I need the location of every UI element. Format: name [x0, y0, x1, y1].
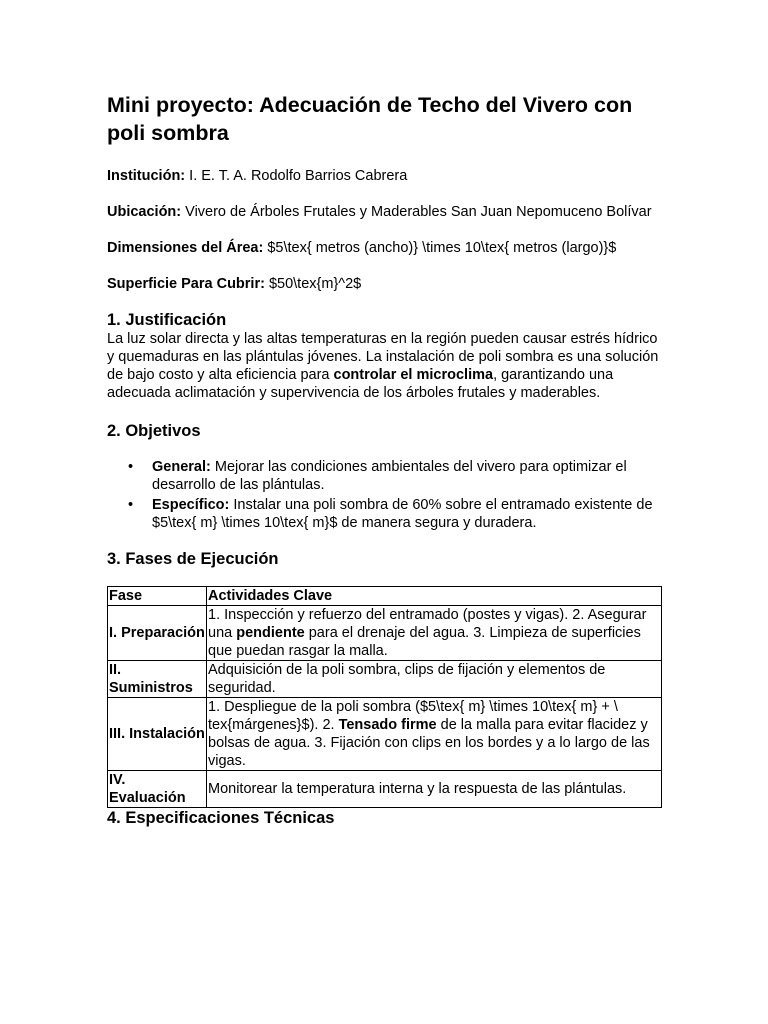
cell-text: de la malla para evitar flacidez y bolsas de agua. 3. Fijación con clips en los bordes y a lo largo de las vigas. [208, 717, 650, 769]
institucion-label: Institución: [107, 168, 186, 184]
superficie-line [107, 275, 667, 293]
table-cell-actividades [207, 698, 662, 771]
table-header-fase: Fase [108, 587, 207, 606]
document-content [107, 91, 667, 828]
objetivo-label: Específico: [152, 497, 230, 513]
table-row [108, 698, 662, 771]
institucion-line [107, 167, 667, 185]
bullet-icon: • [128, 497, 134, 513]
table-cell-actividades [207, 606, 662, 661]
fases-table [107, 586, 662, 808]
ubicacion-label: Ubicación: [107, 204, 182, 220]
institucion-value: I. E. T. A. Rodolfo Barrios Cabrera [185, 168, 408, 184]
document-title: Mini proyecto: Adecuación de Techo del Vivero con poli sombra [107, 93, 633, 145]
objetivo-text: Instalar una poli sombra de 60% sobre el entramado existente de $5\tex{ m} \times 10\tex{ m}$ de manera segura y duradera. [152, 497, 653, 531]
ubicacion-value: Vivero de Árboles Frutales y Maderables San Juan Nepomuceno Bolívar [181, 204, 652, 220]
cell-text: 1. Inspección y refuerzo del entramado (postes y vigas). 2. Asegurar una [208, 607, 647, 641]
section-heading-objetivos: 2. Objetivos [107, 422, 201, 440]
table-cell-fase: II. Suministros [108, 661, 207, 698]
superficie-value: $50\tex{m}^2$ [264, 276, 362, 292]
justificacion-text-2: , garantizando una adecuada aclimatación y supervivencia de los árboles frutales y maderables. [107, 367, 614, 401]
dimensiones-line [107, 239, 667, 257]
dimensiones-label: Dimensiones del Área: [107, 240, 264, 256]
bullet-icon: • [128, 459, 134, 475]
objetivo-label: General: [152, 459, 211, 475]
justificacion-bold: controlar el microclima [333, 367, 494, 383]
table-cell-fase: III. Instalación [108, 698, 207, 771]
justificacion-paragraph [107, 330, 667, 402]
objetivos-list [107, 458, 667, 532]
objetivo-text: Mejorar las condiciones ambientales del vivero para optimizar el desarrollo de las plántulas. [152, 459, 627, 493]
cell-text: 1. Despliegue de la poli sombra ($5\tex{ m} \times 10\tex{ m} + \ tex{márgenes}$). 2. [208, 699, 618, 733]
table-header-actividades: Actividades Clave [207, 587, 662, 606]
cell-text: para el drenaje del agua. 3. Limpieza de superficies que puedan rasgar la malla. [208, 625, 641, 659]
table-cell-fase: I. Preparación [108, 606, 207, 661]
section-heading-fases: 3. Fases de Ejecución [107, 550, 279, 568]
dimensiones-value: $5\tex{ metros (ancho)} \times 10\tex{ metros (largo)}$ [263, 240, 617, 256]
objetivo-item-especifico [128, 496, 667, 532]
cell-bold-text: Tensado firme [338, 717, 437, 733]
justificacion-text-1: La luz solar directa y las altas temperaturas en la región pueden causar estrés hídrico y quemaduras en las plántulas jóvenes. La instalación de poli sombra es una solución de bajo costo y alta eficiencia para [107, 331, 659, 383]
table-row [108, 771, 662, 808]
table-row [108, 661, 662, 698]
cell-bold-text: pendiente [236, 625, 305, 641]
section-heading-especificaciones: 4. Especificaciones Técnicas [107, 809, 335, 827]
section-heading-justificacion: 1. Justificación [107, 311, 227, 329]
cell-text: Monitorear la temperatura interna y la respuesta de las plántulas. [208, 781, 627, 797]
superficie-label: Superficie Para Cubrir: [107, 276, 265, 292]
table-cell-fase: IV. Evaluación [108, 771, 207, 808]
table-cell-actividades [207, 771, 662, 808]
cell-text: Adquisición de la poli sombra, clips de fijación y elementos de seguridad. [208, 662, 606, 696]
table-cell-actividades [207, 661, 662, 698]
table-row [108, 606, 662, 661]
ubicacion-line [107, 203, 667, 221]
table-header-row [108, 587, 662, 606]
objetivo-item-general [128, 458, 667, 494]
